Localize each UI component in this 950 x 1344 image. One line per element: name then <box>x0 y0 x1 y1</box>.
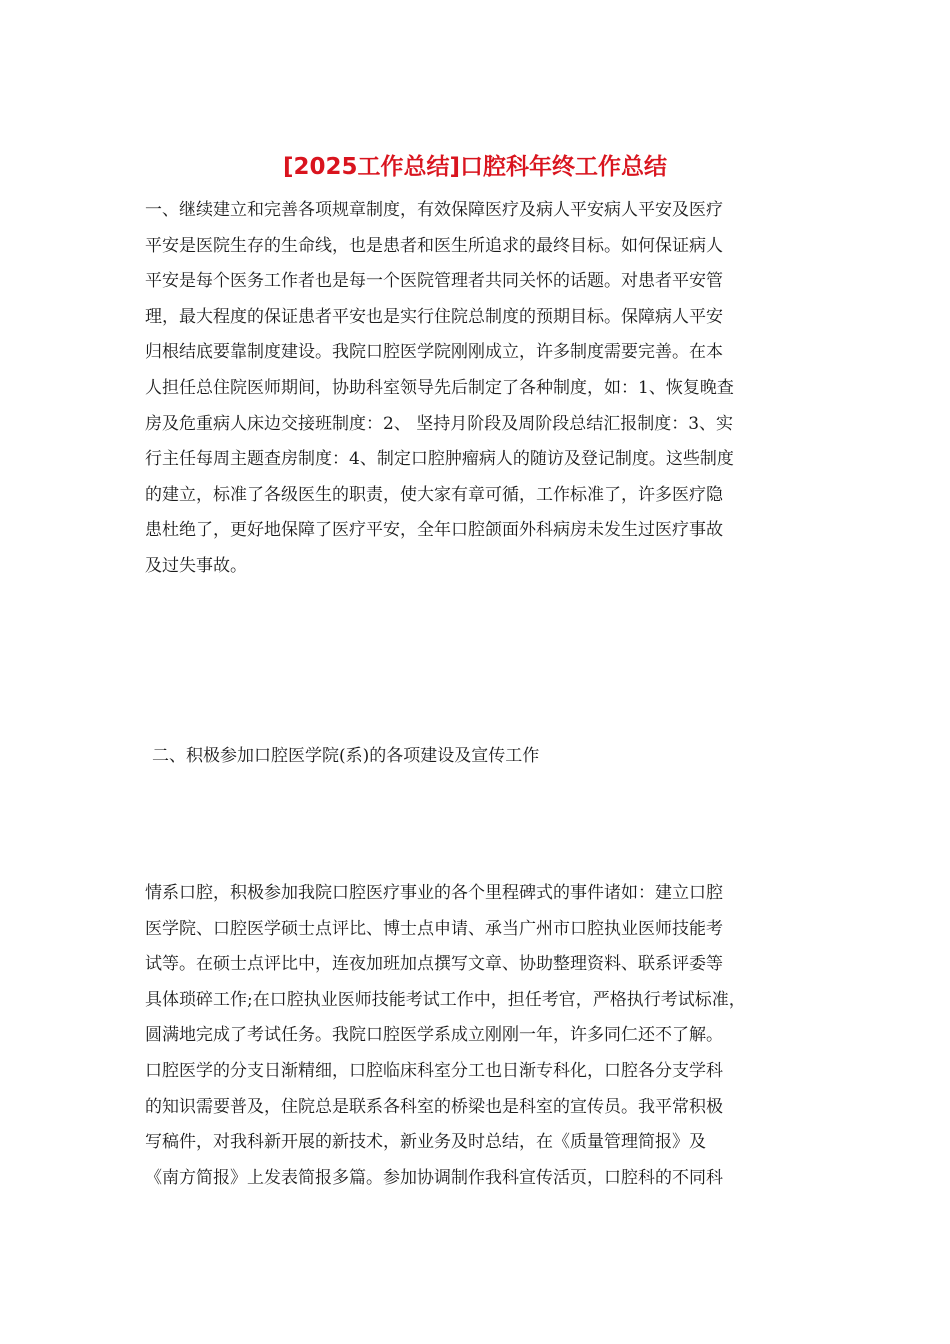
paragraph-line: 的建立，标准了各级医生的职责，使大家有章可循，工作标准了，许多医疗隐 <box>145 484 723 505</box>
paragraph-line: 具体琐碎工作;在口腔执业医师技能考试工作中，担任考官，严格执行考试标准， <box>145 989 746 1010</box>
paragraph-line: 写稿件，对我科新开展的新技术，新业务及时总结，在《质量管理简报》及 <box>145 1132 706 1153</box>
paragraph-line: 及过失事故。 <box>145 555 247 576</box>
paragraph-line: 房及危重病人床边交接班制度：2、 坚持月阶段及周阶段总结汇报制度：3、实 <box>145 413 734 434</box>
paragraph-line: 《南方简报》上发表简报多篇。参加协调制作我科宣传活页，口腔科的不同科 <box>145 1167 723 1188</box>
section-2-paragraph <box>145 876 825 1196</box>
paragraph-line: 患杜绝了，更好地保障了医疗平安，全年口腔颌面外科病房未发生过医疗事故 <box>145 520 723 541</box>
paragraph-line: 医学院、口腔医学硕士点评比、博士点申请、承当广州市口腔执业医师技能考 <box>145 918 723 939</box>
paragraph-line: 情系口腔，积极参加我院口腔医疗事业的各个里程碑式的事件诸如：建立口腔 <box>145 883 723 903</box>
page-title: [2025工作总结]口腔科年终工作总结 <box>282 154 668 180</box>
section-2-heading <box>152 739 832 775</box>
paragraph-line: 行主任每周主题查房制度：4、制定口腔肿瘤病人的随访及登记制度。这些制度 <box>145 449 734 470</box>
paragraph-line: 理，最大程度的保证患者平安也是实行住院总制度的预期目标。保障病人平安 <box>145 306 723 327</box>
paragraph-line: 口腔医学的分支日渐精细，口腔临床科室分工也日渐专科化，口腔各分支学科 <box>145 1060 723 1081</box>
paragraph-line: 平安是医院生存的生命线，也是患者和医生所追求的最终目标。如何保证病人 <box>145 235 723 256</box>
paragraph-line: 人担任总住院医师期间，协助科室领导先后制定了各种制度，如：1、恢复晚查 <box>145 377 734 398</box>
paragraph-line: 归根结底要靠制度建设。我院口腔医学院刚刚成立，许多制度需要完善。在本 <box>145 342 723 363</box>
paragraph-line: 圆满地完成了考试任务。我院口腔医学系成立刚刚一年，许多同仁还不了解。 <box>145 1025 723 1046</box>
section-1-paragraph <box>145 193 825 585</box>
paragraph-line: 一、继续建立和完善各项规章制度，有效保障医疗及病人平安病人平安及医疗 <box>145 200 723 220</box>
paragraph-line: 的知识需要普及，住院总是联系各科室的桥梁也是科室的宣传员。我平常积极 <box>145 1096 723 1117</box>
section-heading-text: 二、积极参加口腔医学院(系)的各项建设及宣传工作 <box>152 746 540 766</box>
paragraph-line: 平安是每个医务工作者也是每一个医院管理者共同关怀的话题。对患者平安管 <box>145 271 723 292</box>
paragraph-line: 试等。在硕士点评比中，连夜加班加点撰写文章、协助整理资料、联系评委等 <box>145 954 723 975</box>
